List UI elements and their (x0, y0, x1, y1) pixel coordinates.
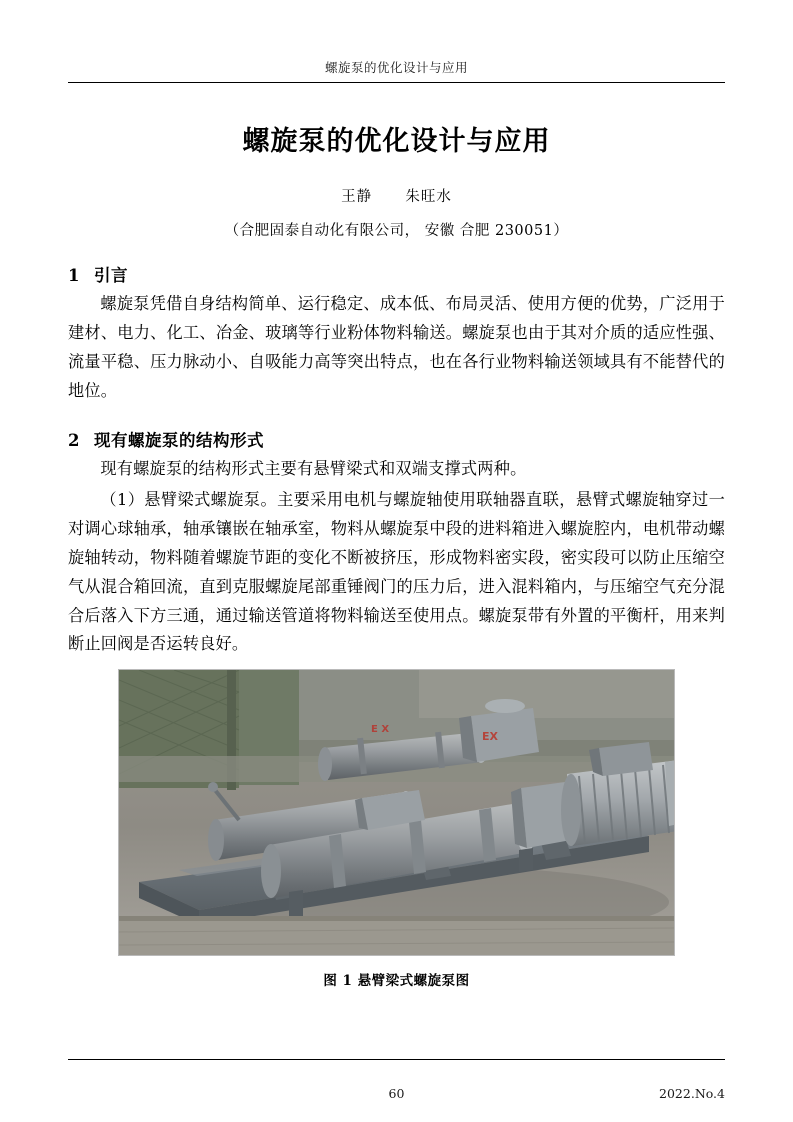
paragraph-2-2: （1）悬臂梁式螺旋泵。主要采用电机与螺旋轴使用联轴器直联，悬臂式螺旋轴穿过一对调心球轴承，轴承镶嵌在轴承室，物料从螺旋泵中段的进料箱进入螺旋腔内，电机带动螺旋轴转动，物料随着螺旋节距的变化不断被挤压，形成物料密实段，密实段可以防止压缩空气从混合箱回流，直到克服螺旋尾部重锤阀门的压力后，进入混料箱内，与压缩空气充分混合后落入下方三通，通过输送管道将物料输送至使用点。螺旋泵带有外置的平衡杆，用来判断止回阀是否运转良好。 (68, 490, 725, 654)
paragraph-2-1: 现有螺旋泵的结构形式主要有悬臂梁式和双端支撑式两种。 (100, 459, 527, 479)
page-title: 螺旋泵的优化设计与应用 (242, 126, 551, 157)
page-content (68, 112, 725, 989)
affiliation: （合肥固泰自动化有限公司， 安徽 合肥 230051） (224, 223, 569, 240)
running-head: 螺旋泵的优化设计与应用 (324, 60, 468, 75)
page-number: 60 (388, 1086, 405, 1101)
issue-label: 2022.No.4 (659, 1086, 725, 1101)
header-divider (68, 82, 725, 83)
section-number-1: 1 (68, 266, 80, 286)
paragraph-1-1: 螺旋泵凭借自身结构简单、运行稳定、成本低、布局灵活、使用方便的优势，广泛用于建材、电力、化工、冶金、玻璃等行业粉体物料输送。螺旋泵也由于其对介质的适应性强、流量平稳、压力脉动小、自吸能力高等突出特点，也在各行业物料输送领域具有不能替代的地位。 (68, 294, 725, 400)
author-first: 王静 (341, 189, 373, 206)
svg-text:EX: EX (482, 730, 498, 744)
section-heading-2 (68, 427, 725, 451)
author-list (68, 185, 725, 206)
figure-1 (68, 669, 725, 989)
footer-divider (68, 1059, 725, 1060)
author-second: 朱旺水 (405, 189, 452, 206)
section-title-1: 引言 (93, 266, 128, 286)
section-number-2: 2 (68, 431, 80, 451)
figure-1-image (118, 669, 675, 956)
svg-text:E X: E X (371, 724, 390, 736)
section-title-2: 现有螺旋泵的结构形式 (93, 431, 264, 451)
section-heading-1 (68, 262, 725, 286)
figure-1-caption: 图 1 悬臂梁式螺旋泵图 (323, 973, 470, 990)
